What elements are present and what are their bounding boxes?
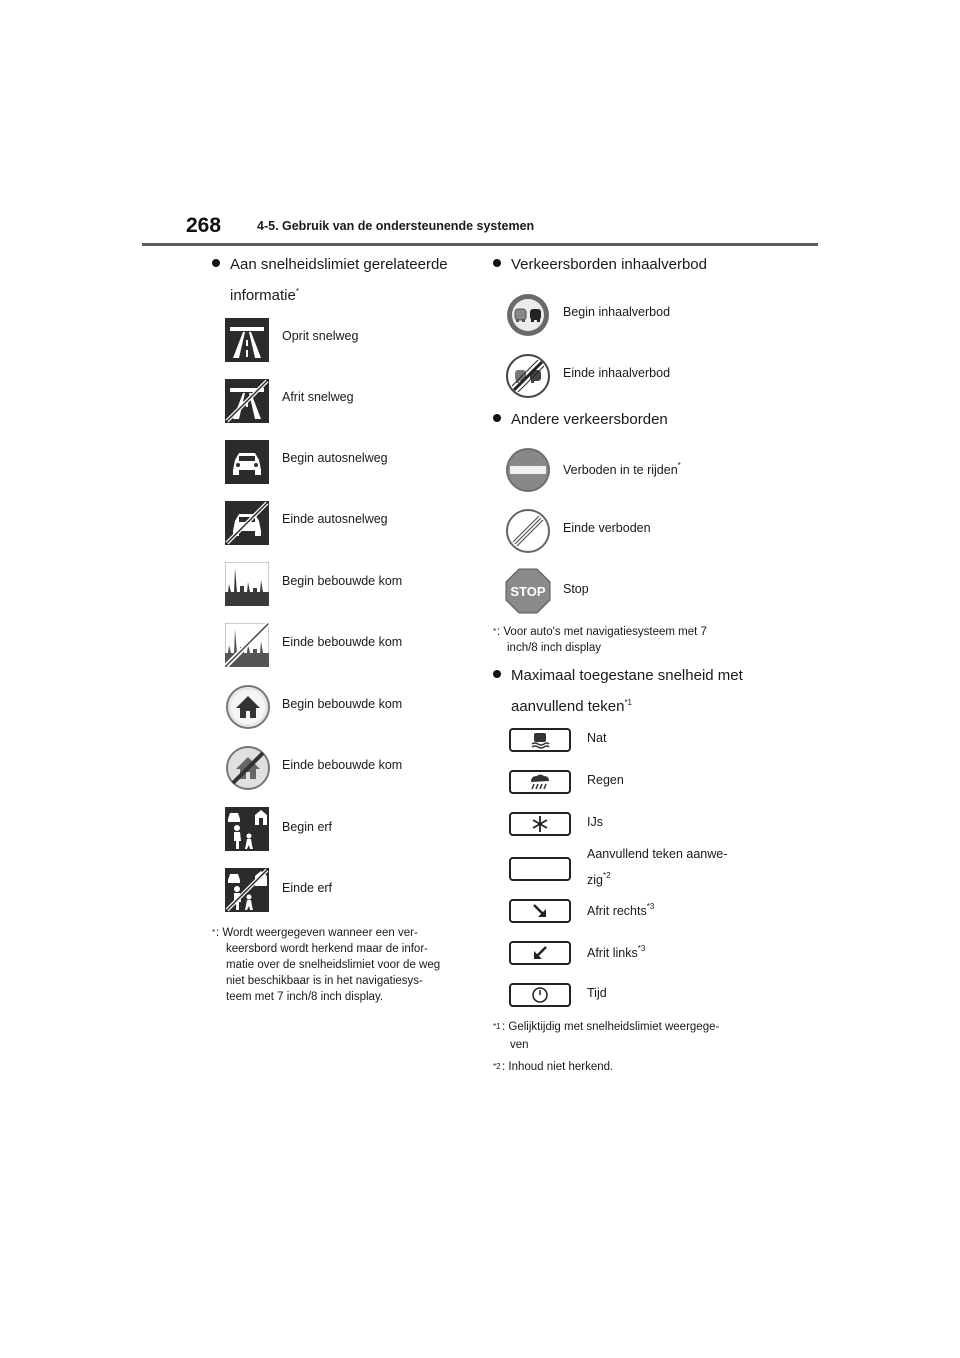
item-label: Begin inhaalverbod [563,305,671,319]
bullet-icon [493,414,501,422]
header-rule [142,243,818,246]
house-round-sign-icon [225,684,271,730]
exit-left-plate-icon [509,941,571,965]
footnote: * : Voor auto's met navigatiesysteem met 7 inch/8 inch display [493,626,707,654]
item-label: Einde verboden [563,521,651,535]
house-round-end-sign-icon [225,745,271,791]
section-heading-max-speed: Maximaal toegestane snelheid met aanvullend teken$^{*1}$ [493,663,743,719]
item-label: Begin autosnelweg [282,451,388,465]
item-label: Afrit rechts$^{*3}$ [587,902,655,918]
motorway-sign-icon [225,318,269,362]
residential-zone-end-sign-icon [225,868,269,912]
expressway-end-sign-icon [225,501,269,545]
rain-plate-icon [509,770,571,794]
item-label: Einde bebouwde kom [282,635,403,649]
section-heading-speed-limit-info: Aan snelheidslimiet gerelateerde informatie* [212,252,448,308]
residential-zone-sign-icon [225,807,269,851]
footnote: $^{*1}$ : Gelijktijdig met snelheidslimiet weergege- ven [493,1021,720,1051]
item-label: Begin erf [282,820,333,834]
ice-plate-icon [509,812,571,836]
item-label: Einde bebouwde kom [282,758,403,772]
no-overtaking-sign-icon [505,292,551,338]
item-label: Afrit snelweg [282,390,354,404]
item-label: IJs [587,815,603,829]
item-label: Aanvullend teken aanwe- zig$^{*2}$ [587,847,728,887]
no-overtaking-end-sign-icon [505,353,551,399]
bullet-icon [493,259,501,267]
bullet-icon [493,670,501,678]
footnote: * : Wordt weergegeven wanneer een ver- keersbord wordt herkend maar de infor- matie over de snelheidslimiet voor de weg niet beschikbaar is in het navigatiesys- teem met 7 inch/8 inch display. [212,927,441,1003]
item-label: Begin bebouwde kom [282,574,403,588]
footnote: $^{*2}$ : Inhoud niet herkend. [493,1061,614,1073]
item-label: Einde autosnelweg [282,512,388,526]
built-up-area-sign-icon [225,562,269,606]
item-label: Afrit links$^{*3}$ [587,944,646,960]
stop-sign-text: STOP [510,584,546,599]
section-heading-overtaking: Verkeersborden inhaalverbod [493,252,707,277]
item-label: Begin bebouwde kom [282,697,403,711]
no-entry-sign-icon [505,447,551,493]
built-up-area-end-sign-icon [225,623,269,667]
expressway-sign-icon [225,440,269,484]
item-label: Einde erf [282,881,333,895]
page-number: 268 [186,214,222,237]
item-label: Stop [563,582,589,596]
wet-road-plate-icon [509,728,571,752]
end-of-restrictions-sign-icon [505,508,551,554]
stop-sign-icon [505,568,551,614]
item-label: Tijd [587,986,607,1000]
exit-right-plate-icon [509,899,571,923]
blank-plate-icon [509,857,571,881]
item-label: Verboden in te rijden* [563,461,681,477]
section-heading-other-signs: Andere verkeersborden [493,407,668,432]
bullet-icon [212,259,220,267]
item-label: Regen [587,773,624,787]
clock-plate-icon [509,983,571,1007]
motorway-end-sign-icon [225,379,269,423]
chapter-title: 4-5. Gebruik van de ondersteunende systemen [257,219,535,233]
item-label: Einde inhaalverbod [563,366,671,380]
item-label: Nat [587,731,607,745]
item-label: Oprit snelweg [282,329,359,343]
